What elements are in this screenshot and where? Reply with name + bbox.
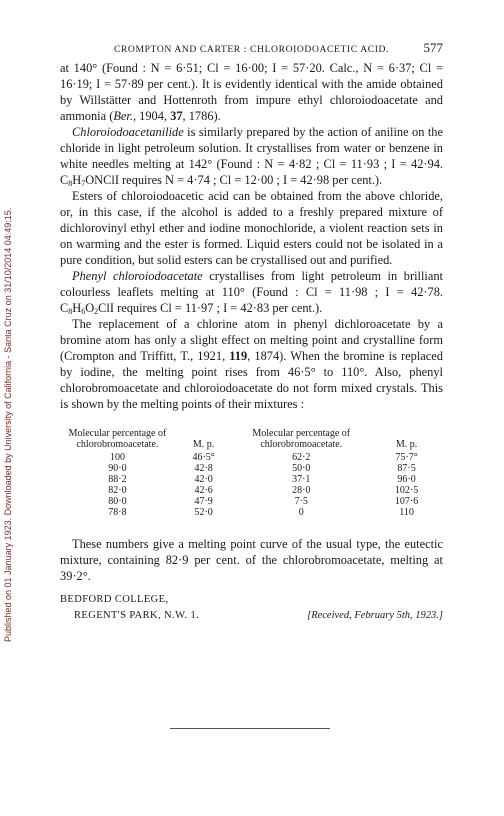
paragraph-esters: Esters of chloroiodoacetic acid can be obtained from the above chloride, or, in this case, if the alcohol is added to a freshly prepared mixture of dichlorovinyl ethyl ether and iodine monochloride, a violent reaction sets in on warming and the ester is formed. Liquid esters could not be isolated in a pure condition, but solid esters can be crystallised out and purified.	[60, 189, 443, 267]
table-cell: 107·6	[394, 496, 419, 507]
paragraph-eutectic: These numbers give a melting point curve of the usual type, the eutectic mixture, containing 82·9 per cent. of the chlorobromoacetate, melting at 39·2°.	[60, 537, 443, 583]
end-rule	[170, 728, 330, 729]
received-date: [Received, February 5th, 1923.]	[307, 610, 443, 621]
table-cell: 37·1	[292, 474, 311, 485]
table-header-row	[60, 428, 443, 452]
table-cell: 62·2	[292, 452, 311, 463]
table-row	[60, 474, 443, 485]
table-cell: 52·0	[194, 507, 213, 518]
journal-reference: Ber.	[113, 109, 133, 123]
author-address	[60, 594, 443, 630]
download-watermark	[3, 42, 17, 642]
column-header: M. p.	[192, 439, 215, 450]
table-cell: 28·0	[292, 485, 311, 496]
table-cell: 96·0	[397, 474, 416, 485]
table-cell: 42·8	[194, 463, 213, 474]
table-cell: 90·0	[108, 463, 127, 474]
table-cell: 47·9	[194, 496, 213, 507]
paragraph-amide: at 140° (Found : N = 6·51; Cl = 16·00; I = 57·20. Calc., N = 6·37; Cl = 16·19; I = 57·89 per cent.). It is evidently identical with the amide obtained by Willstätter and Hottenroth from impure ethyl chloroiodoacetate and ammonia (Ber., 1904, 37, 1786).	[60, 61, 443, 123]
table-cell: 7·5	[294, 496, 308, 507]
journal-page	[60, 40, 443, 630]
column-header: Molecular percentage of chlorobromoacetate.	[68, 428, 167, 450]
table-cell: 110	[399, 507, 414, 518]
table-cell: 80·0	[108, 496, 127, 507]
table-row	[60, 496, 443, 507]
volume-number: 119	[229, 349, 248, 363]
table-cell: 46·5°	[192, 452, 215, 463]
table-cell: 87·5	[397, 463, 416, 474]
table-cell: 42·0	[194, 474, 213, 485]
column-header: Molecular percentage of chlorobromoacetate.	[252, 428, 351, 450]
compound-name: Chloroiodoacetanilide	[72, 125, 184, 139]
compound-name: Phenyl chloroiodoacetate	[72, 269, 203, 283]
table-cell: 88·2	[108, 474, 127, 485]
paragraph-mixed-crystals: The replacement of a chlorine atom in phenyl dichloroacetate by a bromine atom has only a slight effect on melting point and crystalline form (Crompton and Triffitt, T., 1921, 119, 1874). When the bromine is replaced by iodine, the melting point rises from 46·5° to 110°. Also, phenyl chlorobromoacetate and chloroiodoacetate do not form mixed crystals. This is shown by the melting points of their mixtures :	[60, 317, 443, 411]
page-number: 577	[423, 40, 443, 55]
running-title: CROMPTON AND CARTER : CHLOROIODOACETIC ACID.	[113, 44, 390, 55]
table-cell: 75·7°	[395, 452, 418, 463]
running-head	[60, 40, 443, 60]
melting-point-table	[60, 428, 443, 518]
table-row	[60, 485, 443, 496]
table-cell: 0	[298, 507, 304, 518]
column-header: M. p.	[395, 439, 418, 450]
table-row	[60, 507, 443, 518]
volume-number: 37	[170, 109, 183, 123]
table-cell: 42·6	[194, 485, 213, 496]
table-row	[60, 452, 443, 463]
table-cell: 78·8	[108, 507, 127, 518]
paragraph-anilide: Chloroiodoacetanilide is similarly prepared by the action of aniline on the chloride in light petroleum solution. It crystallises from water or benzene in white needles melting at 142° (Found : N = 4·82 ; Cl = 11·93 ; I = 42·94. $C_8H_7ONClI$ requires N = 4·74 ; Cl = 12·00 ; I = 42·98 per cent.).	[60, 125, 443, 188]
paragraph-phenyl-ester: Phenyl chloroiodoacetate crystallises from light petroleum in brilliant colourless leaflets melting at 110° (Found : Cl = 11·98 ; I = 42·78. $C_8H_6O_2ClI$ requires Cl = 11·97 ; I = 42·83 per cent.).	[60, 269, 443, 316]
institution-name: BEDFORD COLLEGE,	[60, 594, 169, 605]
table-cell: 102·5	[394, 485, 419, 496]
download-watermark-text: Published on 01 January 1923. Downloaded by University of California - Santa Cruz on 31/10/2014 04:49:15.	[3, 207, 13, 642]
table-cell: 50·0	[292, 463, 311, 474]
table-cell: 82·0	[108, 485, 127, 496]
table-row	[60, 463, 443, 474]
table-cell: 100	[109, 452, 125, 463]
institution-address: REGENT'S PARK, N.W. 1.	[74, 610, 200, 621]
